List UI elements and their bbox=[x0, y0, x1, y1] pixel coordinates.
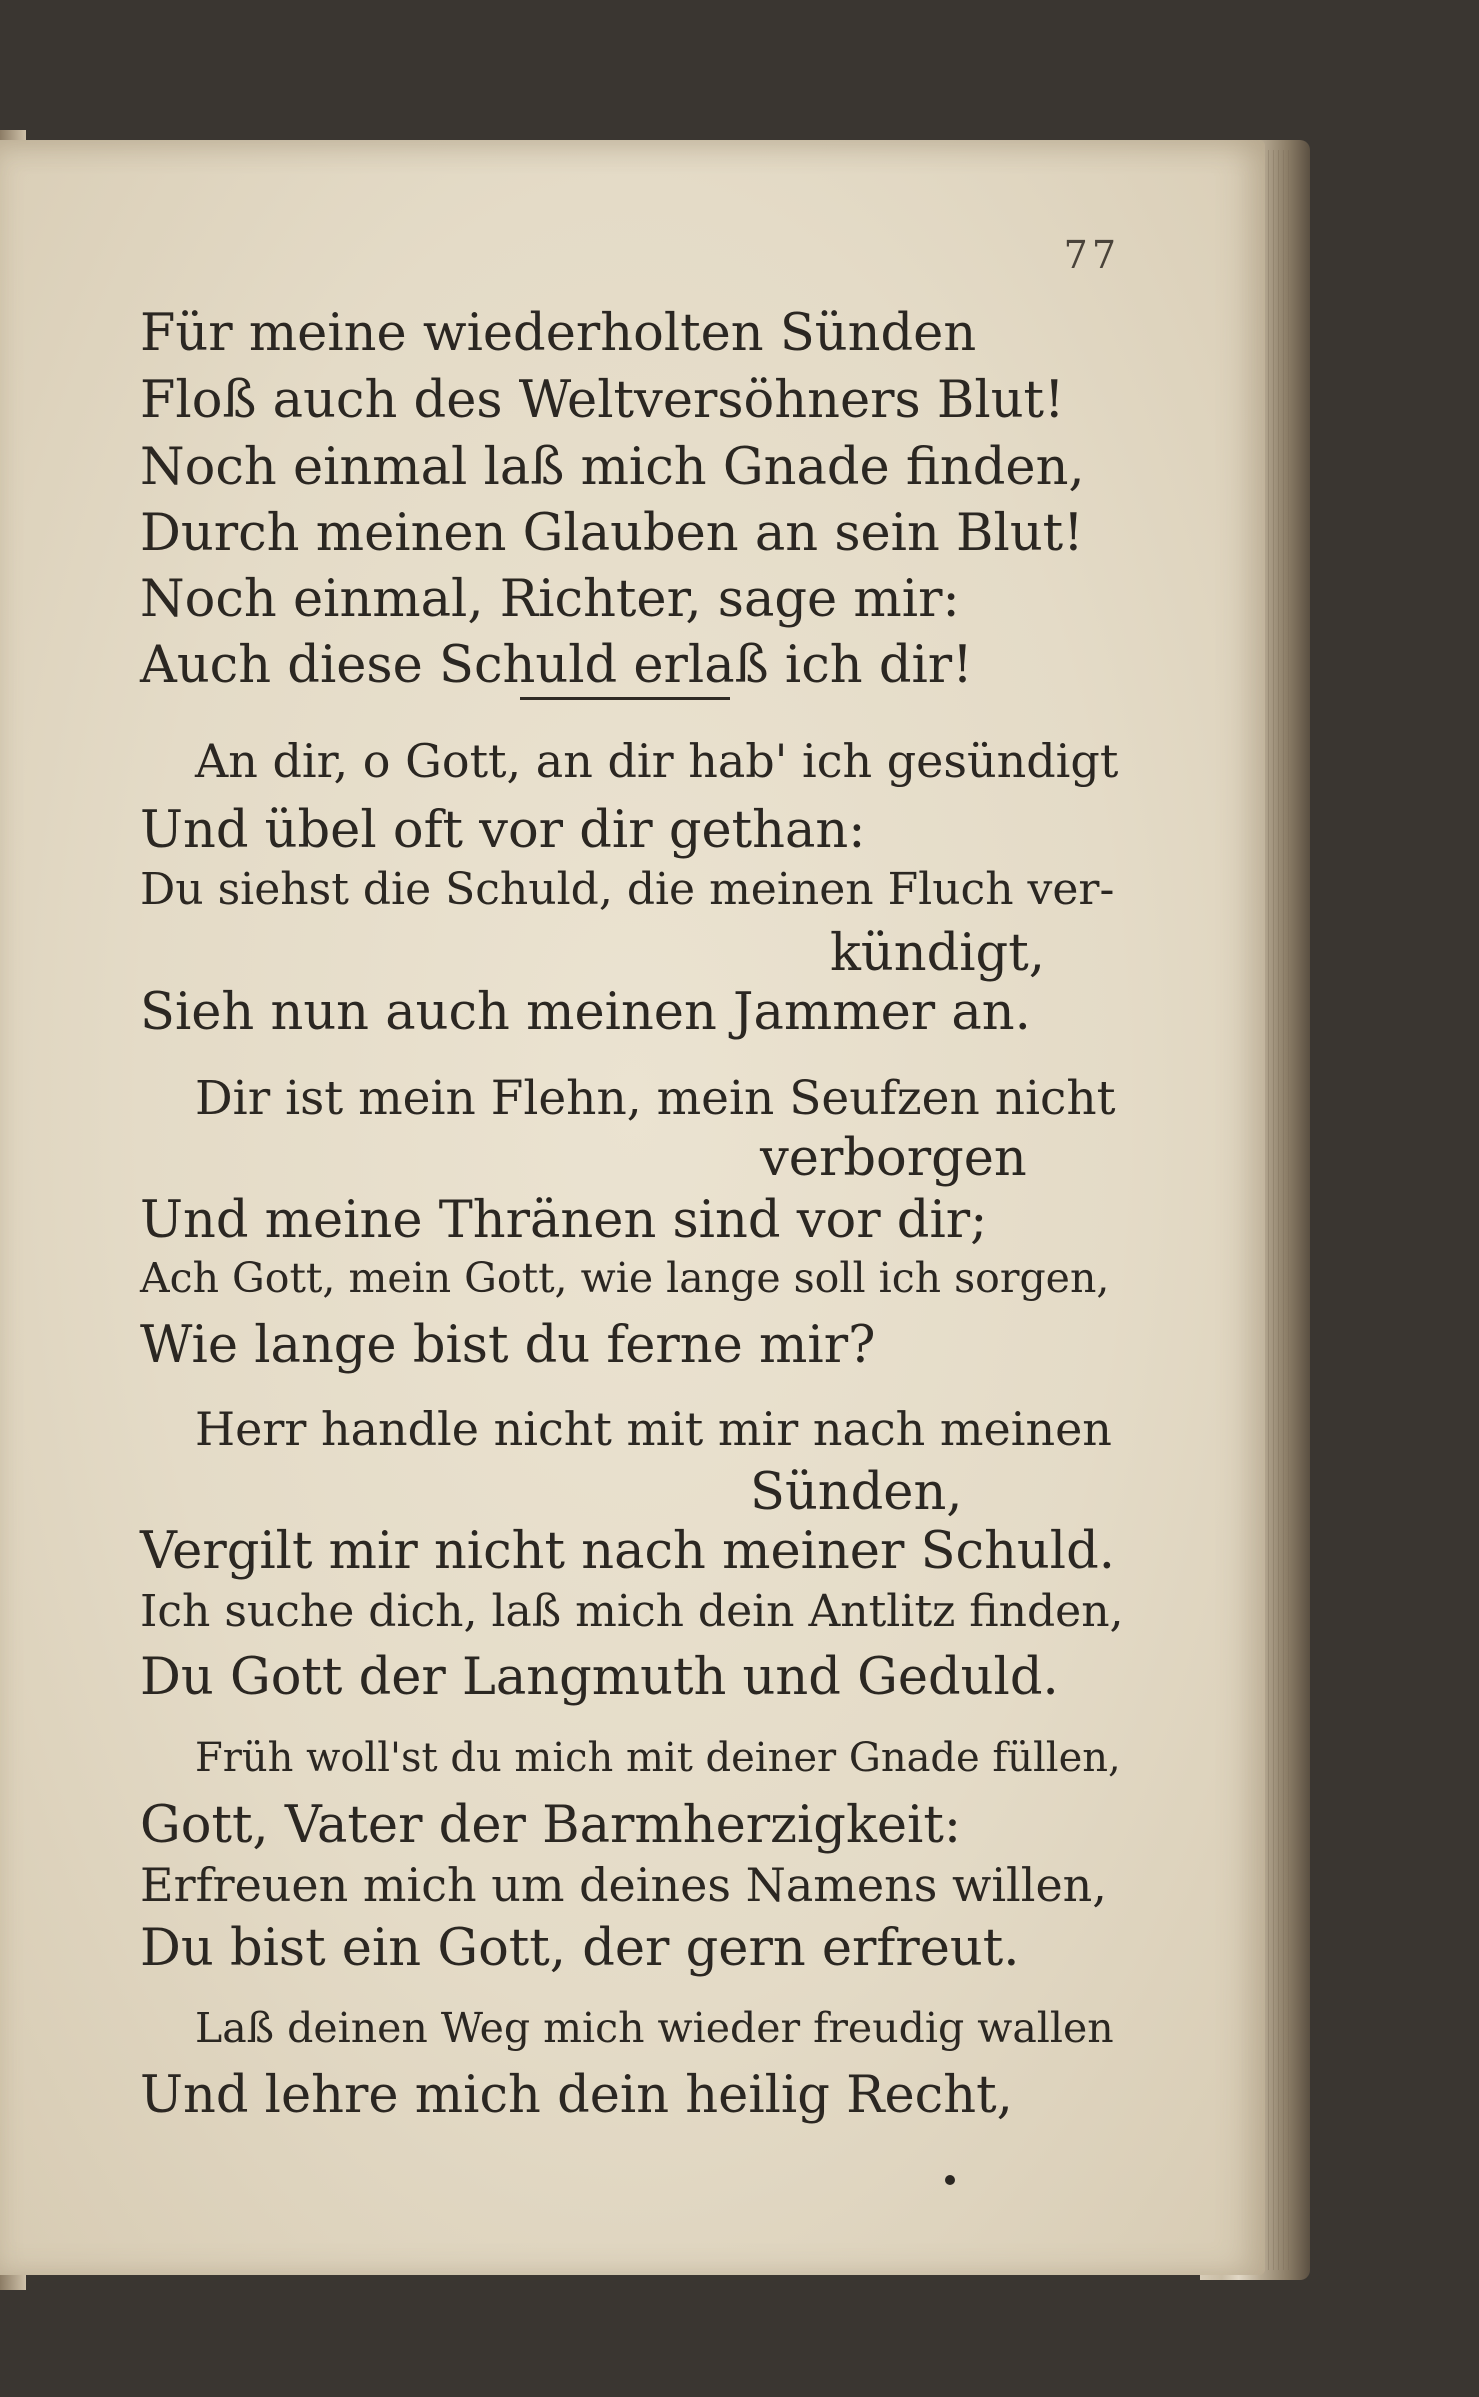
verse-line: Und übel oft vor dir gethan: bbox=[140, 801, 866, 860]
verse-line: Du Gott der Langmuth und Geduld. bbox=[140, 1648, 1059, 1707]
verse-line: Wie lange bist du ferne mir? bbox=[140, 1316, 876, 1375]
verse-line: Gott, Vater der Barmherzigkeit: bbox=[140, 1796, 962, 1855]
verse-line: Dir ist mein Flehn, mein Seufzen nicht bbox=[195, 1071, 1116, 1126]
verse-line: Noch einmal, Richter, sage mir: bbox=[140, 570, 960, 629]
verse-line: Auch diese Schuld erlaß ich dir! bbox=[140, 636, 973, 695]
verse-line: Vergilt mir nicht nach meiner Schuld. bbox=[140, 1522, 1115, 1581]
verse-line: Ich suche dich, laß mich dein Antlitz finden, bbox=[140, 1586, 1124, 1637]
verse-line: Erfreuen mich um deines Namens willen, bbox=[140, 1858, 1107, 1912]
verse-line: Du bist ein Gott, der gern erfreut. bbox=[140, 1919, 1020, 1978]
verse-line: Herr handle nicht mit mir nach meinen bbox=[195, 1402, 1112, 1456]
verse-line: An dir, o Gott, an dir hab' ich gesündigt bbox=[195, 734, 1119, 788]
page-number: 77 bbox=[1063, 233, 1120, 277]
verse-line: Durch meinen Glauben an sein Blut! bbox=[140, 504, 1084, 563]
verse-line: verborgen bbox=[760, 1129, 1027, 1188]
verse-line: Früh woll'st du mich mit deiner Gnade füllen, bbox=[195, 1735, 1121, 1781]
verse-line: Sünden, bbox=[750, 1463, 963, 1522]
verse-line: Und lehre mich dein heilig Recht, bbox=[140, 2066, 1013, 2125]
verse-line: Noch einmal laß mich Gnade finden, bbox=[140, 438, 1085, 497]
verse-line: Laß deinen Weg mich wieder freudig wallen bbox=[195, 2004, 1114, 2052]
verse-line: Sieh nun auch meinen Jammer an. bbox=[140, 983, 1031, 1042]
verse-line: Floß auch des Weltversöhners Blut! bbox=[140, 371, 1065, 430]
catchword-mark bbox=[945, 2175, 955, 2185]
verse-line: Du siehst die Schuld, die meinen Fluch ver- bbox=[140, 864, 1115, 915]
verse-line: Ach Gott, mein Gott, wie lange soll ich sorgen, bbox=[140, 1254, 1110, 1302]
section-divider bbox=[520, 697, 730, 700]
verse-line: Für meine wiederholten Sünden bbox=[140, 304, 977, 363]
verse-line: kündigt, bbox=[830, 924, 1045, 983]
verse-line: Und meine Thränen sind vor dir; bbox=[140, 1191, 988, 1250]
